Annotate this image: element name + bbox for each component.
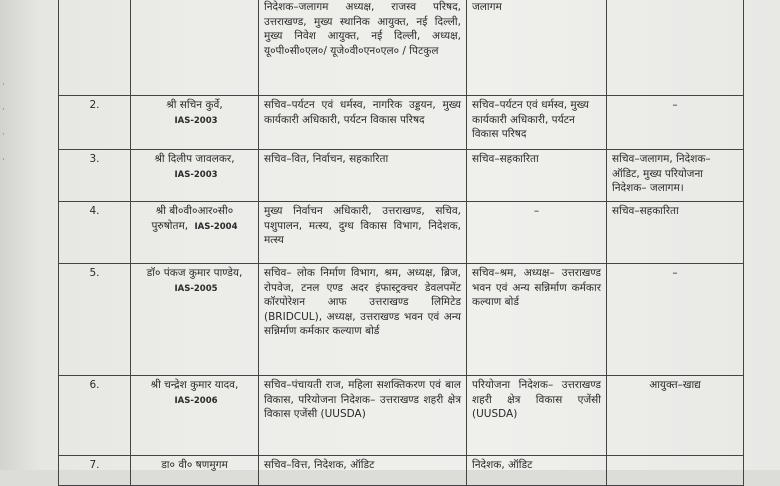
removed-posts: जलागम bbox=[467, 0, 607, 96]
service-batch: IAS-2006 bbox=[174, 395, 218, 406]
added-posts bbox=[607, 0, 744, 96]
removed-posts: परियोजना निदेशक– उत्तराखण्ड शहरी क्षेत्र विकास एजेंसी (UUSDA) bbox=[467, 376, 607, 456]
row-number: 6. bbox=[59, 376, 131, 456]
officer-name-cell bbox=[131, 0, 259, 96]
added-posts: – bbox=[607, 96, 744, 150]
row-number: 7. bbox=[59, 456, 131, 486]
added-posts bbox=[607, 456, 744, 486]
previous-posts: सचिव–वित्त, निदेशक, ऑडिट bbox=[259, 456, 467, 486]
previous-posts: सचिव– लोक निर्माण विभाग, श्रम, अध्यक्ष, ब्रिज, रोपवेज, टनल एण्ड अदर इंफास्ट्रक्चर डेवलपमेंट कॉरपोरेशन आफ उत्तराखण्ड लिमिटेड (BRIDCUL), अध्यक्ष, उत्तराखण्ड भवन एवं अन्य सन्निर्माण कर्मकार कल्याण बोर्ड bbox=[259, 264, 467, 376]
officer-name: डा० वी० षणमुगम bbox=[161, 459, 228, 471]
officer-name-cell bbox=[131, 202, 259, 264]
table-row bbox=[59, 264, 744, 376]
added-posts: सचिव–जलागम, निदेशक–ऑडिट, मुख्य परियोजना निदेशक– जलागम। bbox=[607, 150, 744, 202]
service-batch: IAS-2003 bbox=[174, 115, 218, 126]
service-batch: IAS-2004 bbox=[194, 221, 238, 232]
removed-posts: सचिव–सहकारिता bbox=[467, 150, 607, 202]
service-batch: IAS-2005 bbox=[174, 283, 218, 294]
added-posts: आयुक्त–खाद्य bbox=[607, 376, 744, 456]
officer-name: डॉ० पंकज कुमार पाण्डेय, bbox=[146, 267, 243, 279]
row-number: 3. bbox=[59, 150, 131, 202]
table-row bbox=[59, 96, 744, 150]
previous-posts: सचिव–पर्यटन एवं धर्मस्व, नागरिक उड्डयन, मुख्य कार्यकारी अधिकारी, पर्यटन विकास परिषद bbox=[259, 96, 467, 150]
officer-name-cell bbox=[131, 456, 259, 486]
officer-transfer-table bbox=[58, 0, 744, 486]
added-posts: – bbox=[607, 264, 744, 376]
removed-posts: सचिव–श्रम, अध्यक्ष– उत्तराखण्ड भवन एवं अन्य सन्निर्माण कर्मकार कल्याण बोर्ड bbox=[467, 264, 607, 376]
officer-name-cell bbox=[131, 96, 259, 150]
margin-marks: · · · · bbox=[2, 80, 5, 165]
table-row bbox=[59, 150, 744, 202]
table-row bbox=[59, 376, 744, 456]
officer-name: श्री बी०वी०आर०सी० पुरुषोतम, bbox=[151, 205, 234, 232]
officer-name: श्री चन्द्रेश कुमार यादव, bbox=[150, 379, 239, 391]
row-number: 4. bbox=[59, 202, 131, 264]
service-batch: IAS-2003 bbox=[174, 169, 218, 180]
previous-posts: मुख्य निर्वाचन अधिकारी, उत्तराखण्ड, सचिव, पशुपालन, मत्स्य, दुग्ध विकास विभाग, निदेशक, मत्स्य bbox=[259, 202, 467, 264]
table-row bbox=[59, 202, 744, 264]
table-row bbox=[59, 456, 744, 486]
table-row bbox=[59, 0, 744, 96]
officer-name: श्री सचिन कुर्वे, bbox=[166, 99, 223, 111]
added-posts: सचिव–सहकारिता bbox=[607, 202, 744, 264]
officer-name: श्री दिलीप जावलकर, bbox=[154, 153, 235, 165]
officer-name-cell bbox=[131, 150, 259, 202]
previous-posts: सचिव–पंचायती राज, महिला सशक्तिकरण एवं बाल विकास, परियोजना निदेशक– उत्तराखण्ड शहरी क्षेत्र विकास एजेंसी (UUSDA) bbox=[259, 376, 467, 456]
previous-posts: सचिव–वित, निर्वाचन, सहकारिता bbox=[259, 150, 467, 202]
removed-posts: निदेशक, ऑडिट bbox=[467, 456, 607, 486]
officer-name-cell bbox=[131, 376, 259, 456]
row-number bbox=[59, 0, 131, 96]
previous-posts: निदेशक–जलागम अध्यक्ष, राजस्व परिषद, उत्तराखण्ड, मुख्य स्थानिक आयुक्त, नई दिल्ली, मुख्य निवेश आयुक्त, नई दिल्ली, अध्यक्ष, यू०पी०सी०एल०/ यूजे०वी०एन०एल० / पिटकुल bbox=[259, 0, 467, 96]
row-number: 5. bbox=[59, 264, 131, 376]
row-number: 2. bbox=[59, 96, 131, 150]
removed-posts: सचिव–पर्यटन एवं धर्मस्व, मुख्य कार्यकारी अधिकारी, पर्यटन विकास परिषद bbox=[467, 96, 607, 150]
officer-name-cell bbox=[131, 264, 259, 376]
removed-posts: – bbox=[467, 202, 607, 264]
